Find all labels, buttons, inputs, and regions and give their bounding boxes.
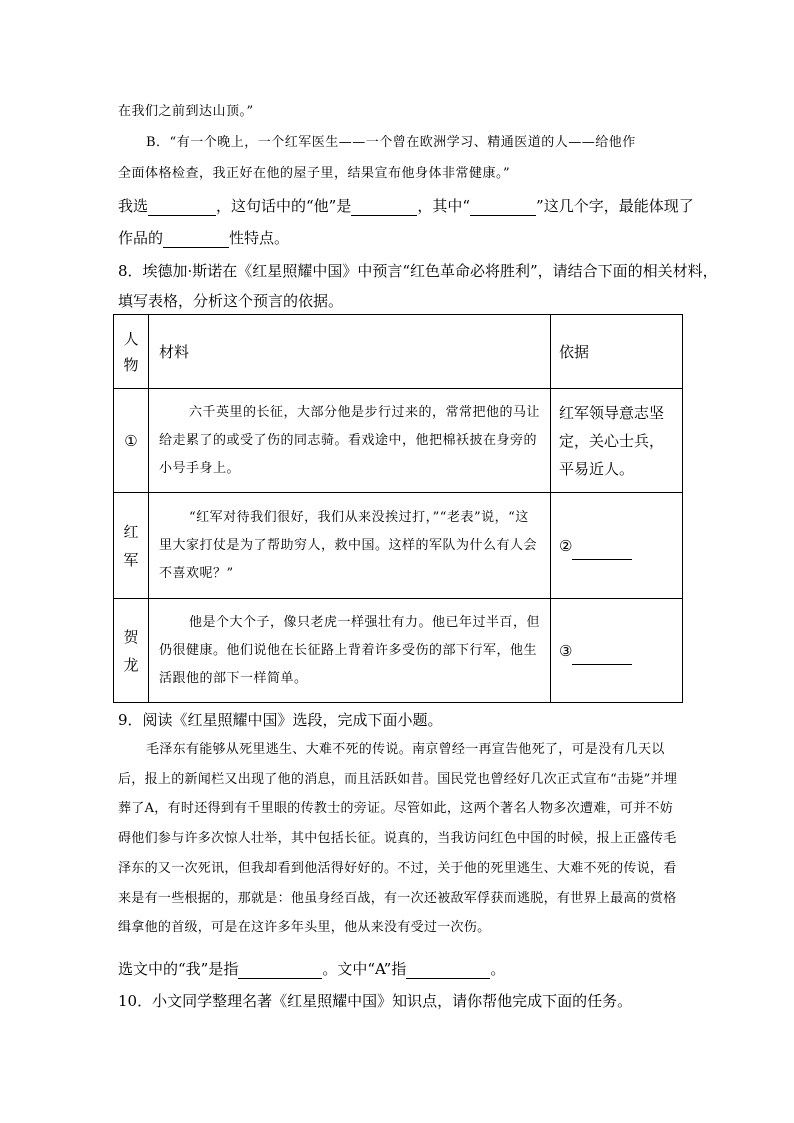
excerpt-line: 在我们之前到达山顶。”	[118, 104, 254, 119]
q7-text: 作品的	[118, 229, 164, 247]
row-basis: ②	[551, 493, 683, 599]
row-person: ①	[114, 389, 149, 493]
question-8-prompt-line1: 8．埃德加·斯诺在《红星照耀中国》中预言“红色革命必将胜利”，请结合下面的相关材料，	[118, 262, 718, 280]
question-7-line2	[118, 227, 289, 248]
question-8-prompt-line2: 填写表格，分析这个预言的依据。	[118, 292, 344, 310]
q7-text: ，其中“	[417, 197, 471, 215]
question-9-answers	[118, 958, 505, 979]
answer-blank-2[interactable]	[572, 543, 632, 560]
answer-blank-wo[interactable]	[238, 962, 322, 979]
question-9-passage: 毛泽东有能够从死里逃生、大难不死的传说。南京曾经一再宣告他死了，可是没有几天以后，报上的新闻栏又出现了他的消息，而且活跃如昔。国民党也曾经好几次正式宣布“击毙”并埋葬了A，有时还得到有千里眼的传教士的旁证。尽管如此，这两个著名人物多次遭难，可并不妨碍他们参与许多次惊人壮举，其中包括长征。说真的，当我访问红色中国的时候，报上正盛传毛泽东的又一次死讯，但我却看到他活得好好的。不过，关于他的死里逃生、大难不死的传说，看来是有一些根据的，那就是：他虽身经百战，有一次还被敌军俘获而逃脱，有世界上最高的赏格缉拿他的首级，可是在这许多年头里，他从来没有受过一次伤。	[118, 742, 678, 936]
answer-blank-words[interactable]	[470, 199, 536, 216]
q7-text: 性特点。	[229, 229, 290, 247]
question-9-title: 9．阅读《红星照耀中国》选段，完成下面小题。	[118, 711, 443, 729]
q7-text: ”这几个字，最能体现了	[536, 197, 694, 215]
table-row	[114, 599, 683, 703]
answer-blank-a[interactable]	[406, 962, 490, 979]
question-7-line1	[118, 195, 694, 216]
row-material: 他是个大个子，像只老虎一样强壮有力。他已年过半百，但仍很健康。他们说他在长征路上背着许多受伤的部下行军，他生活跟他的部下一样简单。	[149, 599, 551, 703]
q9-text: 。	[490, 960, 506, 978]
q9-text: 。文中“A”指	[322, 960, 407, 978]
header-person: 人物	[114, 315, 149, 389]
row-basis: 红军领导意志坚定，关心士兵，平易近人。	[551, 389, 683, 493]
answer-blank-feature[interactable]	[163, 231, 229, 248]
answer-blank-3[interactable]	[572, 648, 632, 665]
q9-text: 选文中的“我”是指	[118, 960, 239, 978]
header-basis: 依据	[551, 315, 683, 389]
answer-blank-he[interactable]	[351, 199, 417, 216]
row-material: 六千英里的长征，大部分他是步行过来的，常常把他的马让给走累了的或受了伤的同志骑。看戏途中，他把棉袄披在身旁的小号手身上。	[149, 389, 551, 493]
q7-text: ，这句话中的“他”是	[216, 197, 352, 215]
table-row	[114, 493, 683, 599]
q7-text: 我选	[118, 197, 149, 215]
question-10-title: 10．小文同学整理名著《红星照耀中国》知识点，请你帮他完成下面的任务。	[118, 992, 633, 1010]
table-row	[114, 389, 683, 493]
row-person: 贺龙	[114, 599, 149, 703]
excerpt-option-b-line2: 全面体格检查，我正好在他的屋子里，结果宣布他身体非常健康。”	[118, 166, 511, 181]
row-material: “红军对待我们很好，我们从来没挨过打，”“老表”说，“这里大家打仗是为了帮助穷人，救中国。这样的军队为什么有人会不喜欢呢？”	[149, 493, 551, 599]
row-person: 红军	[114, 493, 149, 599]
header-material: 材料	[149, 315, 551, 389]
table-header-row	[114, 315, 683, 389]
materials-table	[113, 314, 683, 703]
excerpt-option-b-line1: B．“有一个晚上，一个红军医生——一个曾在欧洲学习、精通医道的人——给他作	[146, 135, 636, 150]
row-basis: ③	[551, 599, 683, 703]
answer-blank-option[interactable]	[148, 199, 216, 216]
